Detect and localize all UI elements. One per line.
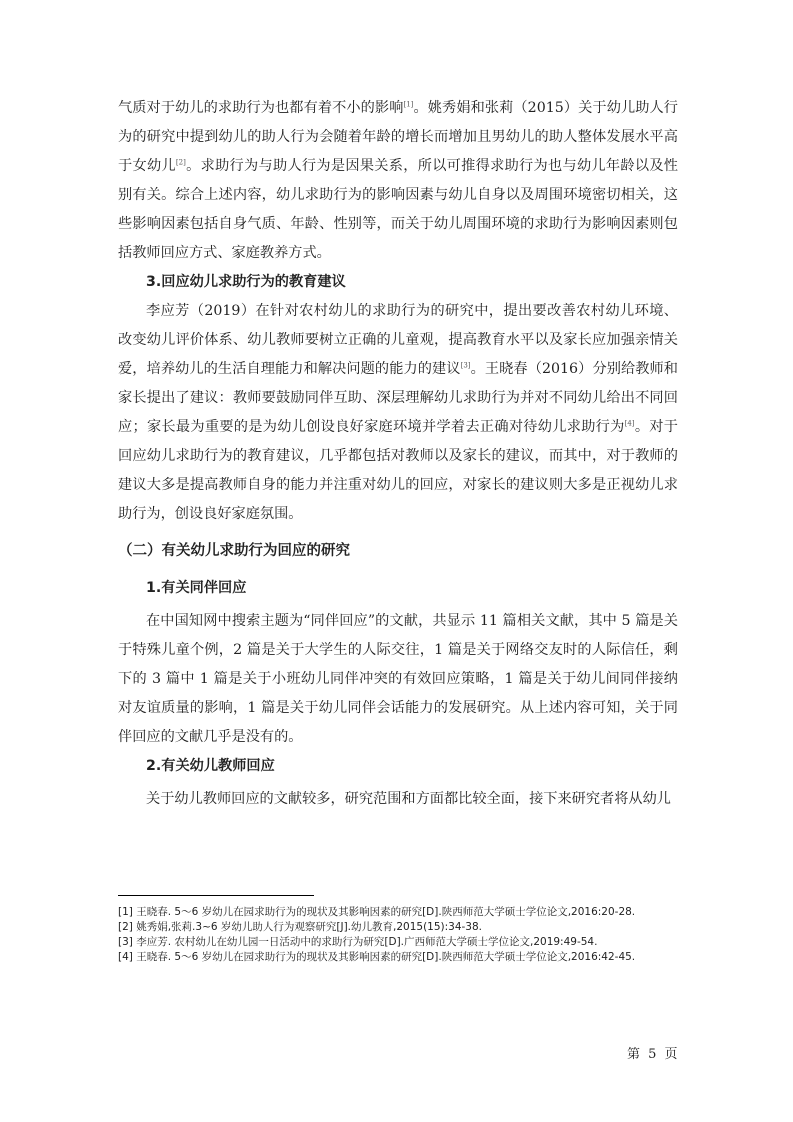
citation-2: [2] [175,158,186,167]
footnote-4: [4] 王晓春. 5～6 岁幼儿在园求助行为的现状及其影响因素的研究[D].陕西师范大学硕士学位论文,2016:42-45. [118,951,636,963]
footnote-3: [3] 李应芳. 农村幼儿在幼儿园一日活动中的求助行为研究[D].广西师范大学硕士学位论文,2019:49-54. [118,936,598,948]
footnote-1: [1] 王晓春. 5～6 岁幼儿在园求助行为的现状及其影响因素的研究[D].陕西师范大学硕士学位论文,2016:20-28. [118,906,636,918]
citation-1: [1] [403,100,414,109]
footnotes [118,905,678,965]
section-heading-response-research: （二）有关幼儿求助行为回应的研究 [118,543,350,559]
paragraph-teacher-response: 关于幼儿教师回应的文献较多，研究范围和方面都比较全面，接下来研究者将从幼儿 [146,791,671,807]
heading-education-suggestions: 3.回应幼儿求助行为的教育建议 [146,274,346,290]
paragraph-suggestions: 李应芳（2019）在针对农村幼儿的求助行为的研究中，提出要改善农村幼儿环境、改变幼儿评价体系、幼儿教师要树立正确的儿童观，提高教育水平以及家长应加强亲情关爱，培养幼儿的生活自理能力和解决问题的能力的建议[3]。王晓春（2016）分别给教师和家长提出了建议：教师要鼓励同伴互助、深层理解幼儿求助行为并对不同幼儿给出不同回应；家长最为重要的是为幼儿创设良好家庭环境并学着去正确对待幼儿求助行为[4]。对于回应幼儿求助行为的教育建议，几乎都包括对教师以及家长的建议，而其中，对于教师的建议大多是提高教师自身的能力并注重对幼儿的回应，对家长的建议则大多是正视幼儿求助行为，创设良好家庭氛围。 [118,303,678,522]
heading-peer-response: 1.有关同伴回应 [146,580,247,596]
main-body [118,94,678,814]
heading-teacher-response: 2.有关幼儿教师回应 [146,758,275,774]
citation-4: [4] [624,419,635,428]
paragraph-peer-response: 在中国知网中搜索主题为“同伴回应”的文献，共显示 11 篇相关文献，其中 5 篇是关于特殊儿童个例，2 篇是关于大学生的人际交往，1 篇是关于网络交友时的人际信任，剩下的 3 篇中 1 篇是关于小班幼儿同伴冲突的有效回应策略，1 篇是关于幼儿间同伴接纳对友谊质量的影响，1 篇是关于幼儿同伴会话能力的发展研究。从上述内容可知，关于同伴回应的文献几乎是没有的。 [118,613,678,745]
footnote-2: [2] 姚秀娟,张莉.3~6 岁幼儿助人行为观察研究[J].幼儿教育,2015(15):34-38. [118,921,483,933]
page-number: 第 5 页 [627,1047,680,1062]
footnote-divider [118,895,314,896]
paragraph-influence-factors: 气质对于幼儿的求助行为也都有着不小的影响[1]。姚秀娟和张莉（2015）关于幼儿助人行为的研究中提到幼儿的助人行为会随着年龄的增长而增加且男幼儿的助人整体发展水平高于女幼儿[2]。求助行为与助人行为是因果关系，所以可推得求助行为也与幼儿年龄以及性别有关。综合上述内容，幼儿求助行为的影响因素与幼儿自身以及周围环境密切相关，这些影响因素包括自身气质、年龄、性别等，而关于幼儿周围环境的求助行为影响因素则包括教师回应方式、家庭教养方式。 [118,100,678,261]
citation-3: [3] [460,361,471,370]
